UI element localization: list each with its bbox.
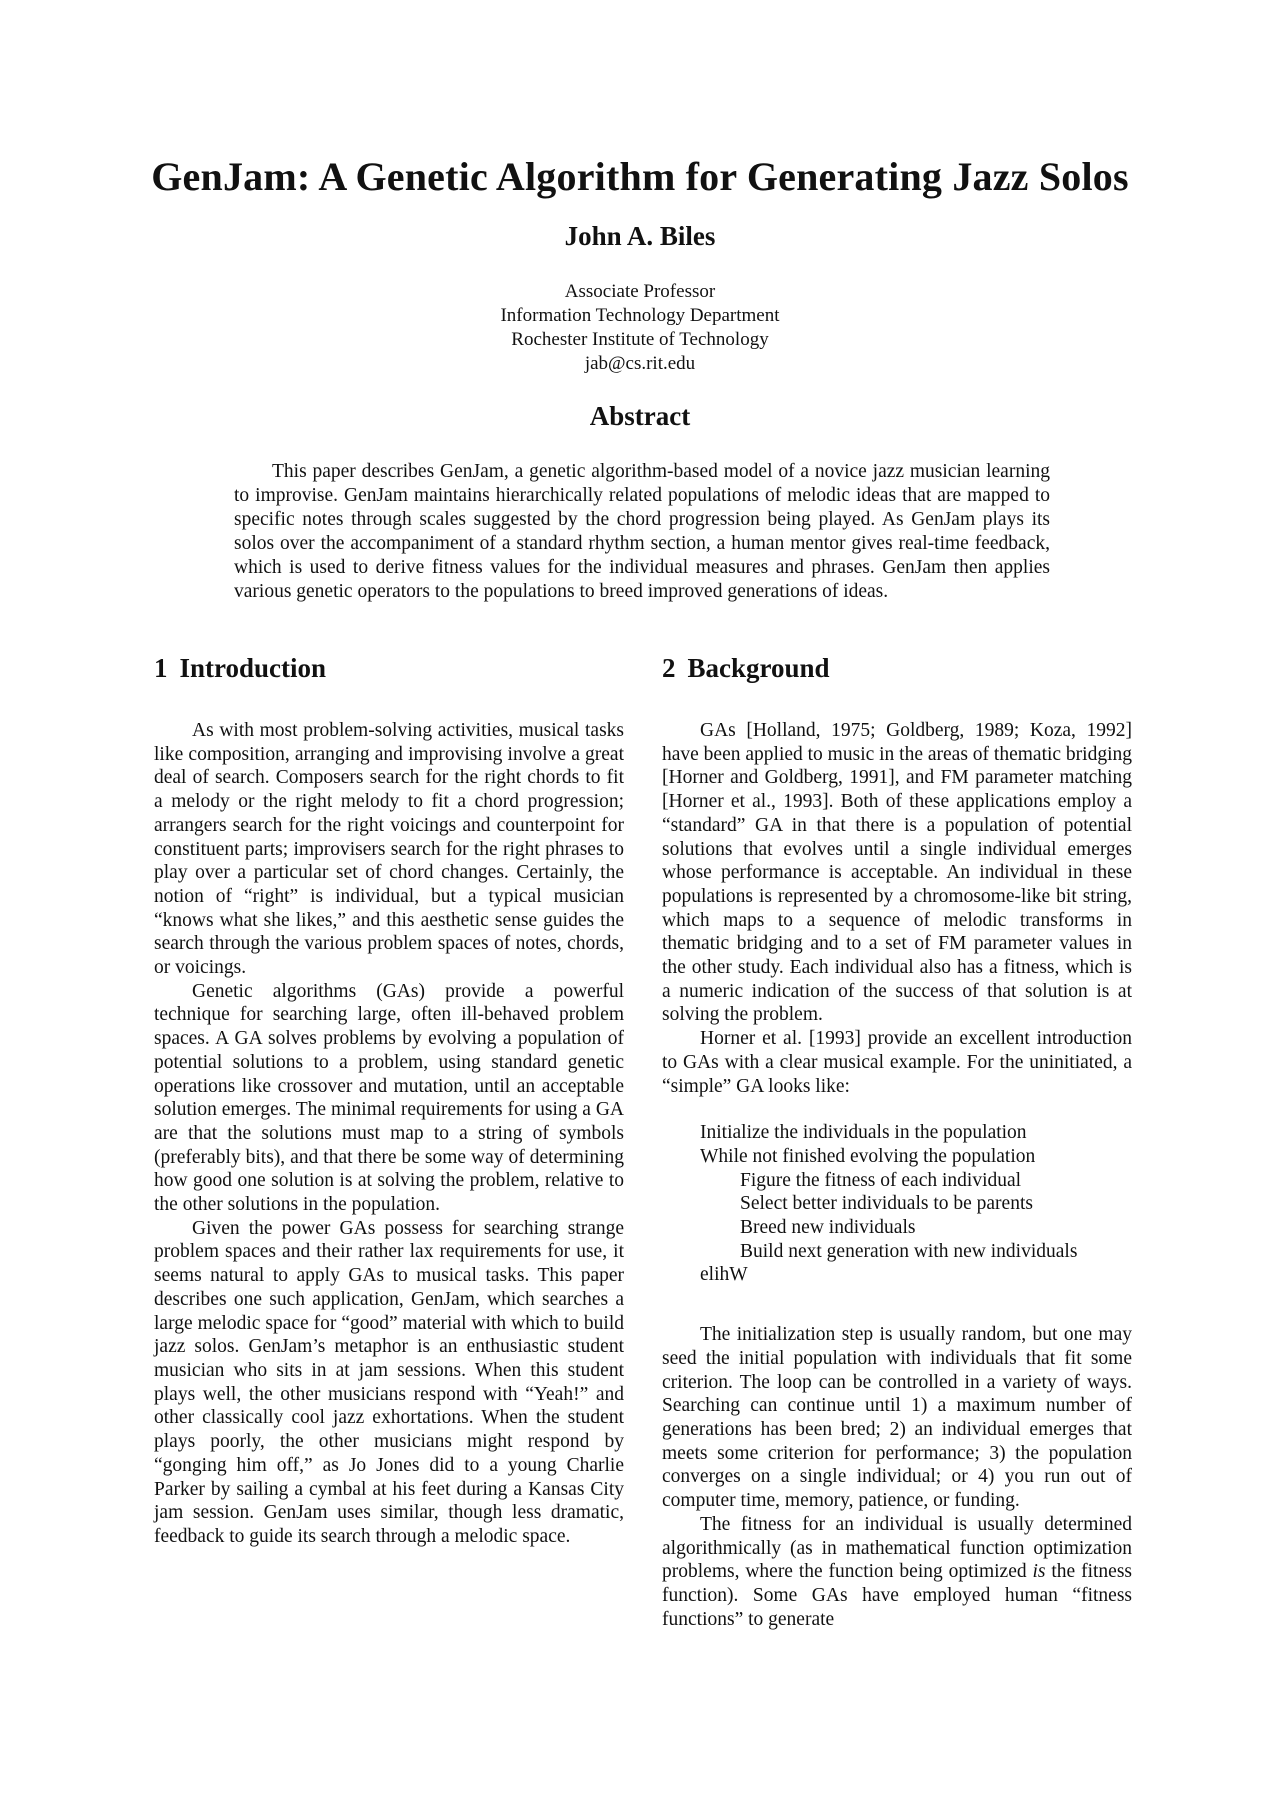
affiliation-position: Associate Professor <box>564 281 716 302</box>
paragraph <box>662 1513 1132 1632</box>
left-column <box>154 650 624 1549</box>
pseudocode-line: Select better individuals to be parents <box>740 1193 1033 1215</box>
paragraph: As with most problem-solving activities, musical tasks like composition, arranging and improvising involve a great deal of search. Composers search for the right chords to fit a melody or the right melody to fit a chord progression; arrangers search for the right voicings and counterpoint for constituent parts; improvisers search for the right phrases to play over a particular set of chord changes. Certainly, the notion of “right” is individual, but a typical musician “knows what she likes,” and this aesthetic sense guides the search through the various problem spaces of notes, chords, or voicings. <box>154 720 624 979</box>
pseudocode-line: Breed new individuals <box>740 1217 916 1239</box>
paragraph: The initialization step is usually random, but one may seed the initial population with individuals that fit some criterion. The loop can be controlled in a variety of ways. Searching can continue until 1) a maximum number of generations has been bred; 2) an individual emerges that meets some criterion for performance; 3) the population converges on a single individual; or 4) you run out of computer time, memory, patience, or funding. <box>662 1324 1132 1512</box>
ga-pseudocode <box>700 1121 1132 1287</box>
abstract-heading: Abstract <box>589 401 691 431</box>
paragraph: GAs [Holland, 1975; Goldberg, 1989; Koza, 1992] have been applied to music in the areas of thematic bridging [Horner and Goldberg, 1991], and FM parameter matching [Horner et al., 1993]. Both of these applications employ a “standard” GA in that there is a population of potential solutions that evolves until a single individual emerges whose performance is acceptable. An individual in these populations is represented by a chromosome-like bit string, which maps to a sequence of melodic transforms in thematic bridging and to a set of FM parameter values in the other study. Each individual also has a fitness, which is a numeric indication of the success of that solution is at solving the problem. <box>662 720 1133 1026</box>
author-affiliation <box>0 280 1280 376</box>
pseudocode-line: Figure the fitness of each individual <box>740 1169 1022 1191</box>
paper-title: GenJam: A Genetic Algorithm for Generating Jazz Solos <box>151 154 1129 199</box>
abstract-body: This paper describes GenJam, a genetic algorithm-based model of a novice jazz musician learning to improvise. GenJam maintains hierarchically related populations of melodic ideas that are mapped to specific notes through scales suggested by the chord progression being played. As GenJam plays its solos over the accompaniment of a standard rhythm section, a human mentor gives real-time feedback, which is used to derive fitness values for the individual measures and phrases. GenJam then applies various genetic operators to the populations to breed improved generations of ideas. <box>234 461 1050 602</box>
pseudocode-line: Initialize the individuals in the population <box>700 1122 1027 1144</box>
section-title: Introduction <box>179 653 327 683</box>
section-heading-introduction <box>154 650 624 686</box>
section-heading-background <box>662 650 1132 686</box>
pseudocode-line: While not finished evolving the population <box>700 1145 1036 1167</box>
paragraph: Horner et al. [1993] provide an excellent introduction to GAs with a clear musical example. For the uninitiated, a “simple” GA looks like: <box>662 1028 1132 1097</box>
author-name: John A. Biles <box>564 221 716 251</box>
paragraph: Genetic algorithms (GAs) provide a powerful technique for searching large, often ill-behaved problem spaces. A GA solves problems by evolving a population of potential solutions to a problem, using standard genetic operations like crossover and mutation, until an acceptable solution emerges. The minimal requirements for using a GA are that the solutions must map to a string of symbols (preferably bits), and that there be some way of determining how good one solution is at solving the problem, relative to the other solutions in the population. <box>154 980 624 1216</box>
paragraph-text: The fitness for an individual is usually determined algorithmically (as in mathematical function optimization problems, where the function being optimized <box>662 1513 1132 1583</box>
pseudocode-line: Build next generation with new individuals <box>740 1240 1078 1262</box>
paragraph-text: the fitness function). Some GAs have employed human “fitness functions” to generate <box>662 1561 1132 1630</box>
affiliation-institution: Rochester Institute of Technology <box>511 329 769 350</box>
section-title: Background <box>687 653 830 683</box>
paragraph: Given the power GAs possess for searching strange problem spaces and their rather lax requirements for use, it seems natural to apply GAs to musical tasks. This paper describes one such application, GenJam, which searches a large melodic space for “good” material with which to build jazz solos. GenJam’s metaphor is an enthusiastic student musician who sits in at jam sessions. When this student plays well, the other musicians respond with “Yeah!” and other classically cool jazz exhortations. When the student plays poorly, the other musicians might respond by “gonging him off,” as Jo Jones did to a young Charlie Parker by sailing a cymbal at his feet during a Kansas City jam session. GenJam uses similar, though less dramatic, feedback to guide its search through a melodic space. <box>154 1217 624 1547</box>
section-number: 1 <box>154 653 168 683</box>
affiliation-department: Information Technology Department <box>500 305 780 326</box>
pseudocode-line: elihW <box>700 1264 748 1286</box>
right-column <box>662 650 1132 1631</box>
author-email: jab@cs.rit.edu <box>584 353 696 374</box>
emphasis-text: is <box>1032 1561 1046 1583</box>
section-number: 2 <box>662 653 676 683</box>
